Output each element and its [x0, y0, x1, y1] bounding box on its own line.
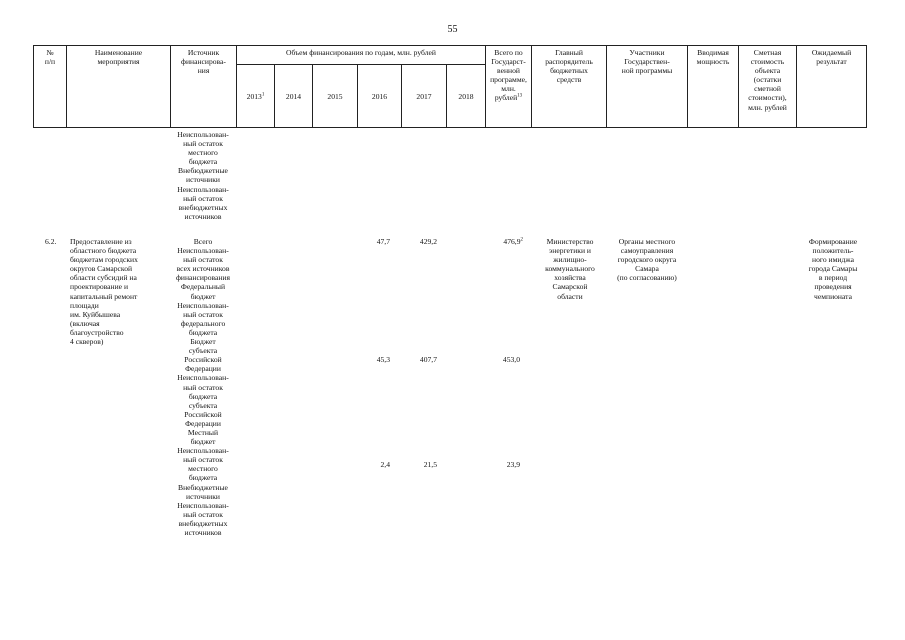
header-main-manager: Главный распорядитель бюджетных средств	[545, 48, 593, 85]
header-estimate-cost: Сметная стоимость объекта (остатки сметной стоимости), млн. рублей	[748, 48, 787, 112]
header-number: № п/п	[44, 48, 56, 67]
row-measure-name: Предоставление из областного бюджета бюджетам городских округов Самарской области субсидий на проектирование и капитальный ремонт площади им. Куйбышева (включая благоустройство 4 скверов)	[70, 237, 138, 347]
row-expected-result: Формирование положитель- ного имиджа города Самары в период проведения чемпионата	[808, 237, 858, 301]
header-expected-result: Ожидаемый результат	[811, 48, 852, 67]
value-total-sum: 476,9$^2$	[503, 237, 523, 246]
row-main-manager: Министерство энергетики и жилищно- коммунального хозяйства Самарской области	[545, 237, 595, 301]
value-local-2016: 2,4	[380, 460, 390, 469]
value-regional-sum: 453,0	[502, 355, 520, 364]
header-year-2015: 2015	[327, 92, 343, 101]
header-capacity: Вводимая мощность	[696, 48, 730, 67]
header-funding-source: Источник финансирова- ния	[181, 48, 226, 76]
header-measure-name: Наименование мероприятия	[94, 48, 143, 67]
value-regional-2017: 407,7	[419, 355, 437, 364]
header-year-2016: 2016	[371, 92, 388, 101]
continuation-sources: Неиспользован- ный остаток местного бюджета Внебюджетные источники Неиспользован- ный остаток внебюджетных источников	[177, 130, 229, 221]
row-number: 6.2.	[45, 237, 57, 246]
header-year-2014: 2014	[285, 92, 302, 101]
value-local-2017: 21,5	[423, 460, 437, 469]
row-funding-sources: Всего Неиспользован- ный остаток всех источников финансирования Федеральный бюджет Неиспользован- ный остаток федерального бюджета Бюджет субъекта Российской Федерации Неиспользован- ный остаток бюджета субъекта Российской Федерации Местный бюджет Неиспользован- ный остаток местного бюджета Внебюджетные источники Неиспользован- ный остаток внебюджетных источников	[176, 237, 230, 537]
header-participants: Участники Государствен- ной программы	[621, 48, 673, 76]
header-year-2013: 2013$^1$	[246, 92, 265, 101]
header-funding-by-years: Объем финансирования по годам, млн. рублей	[286, 48, 436, 57]
value-regional-2016: 45,3	[376, 355, 390, 364]
page-number: 55	[447, 24, 458, 35]
row-participants: Органы местного самоуправления городского округа Самара (по согласованию)	[617, 237, 677, 283]
value-total-2017: 429,2	[419, 237, 437, 246]
header-year-2017: 2017	[416, 92, 432, 101]
value-local-sum: 23,9	[506, 460, 520, 469]
value-total-2016: 47,7	[376, 237, 390, 246]
header-total: Всего по Государст- венной программе, млн. рублей$^{13}$	[490, 48, 527, 103]
header-year-2018: 2018	[458, 92, 474, 101]
